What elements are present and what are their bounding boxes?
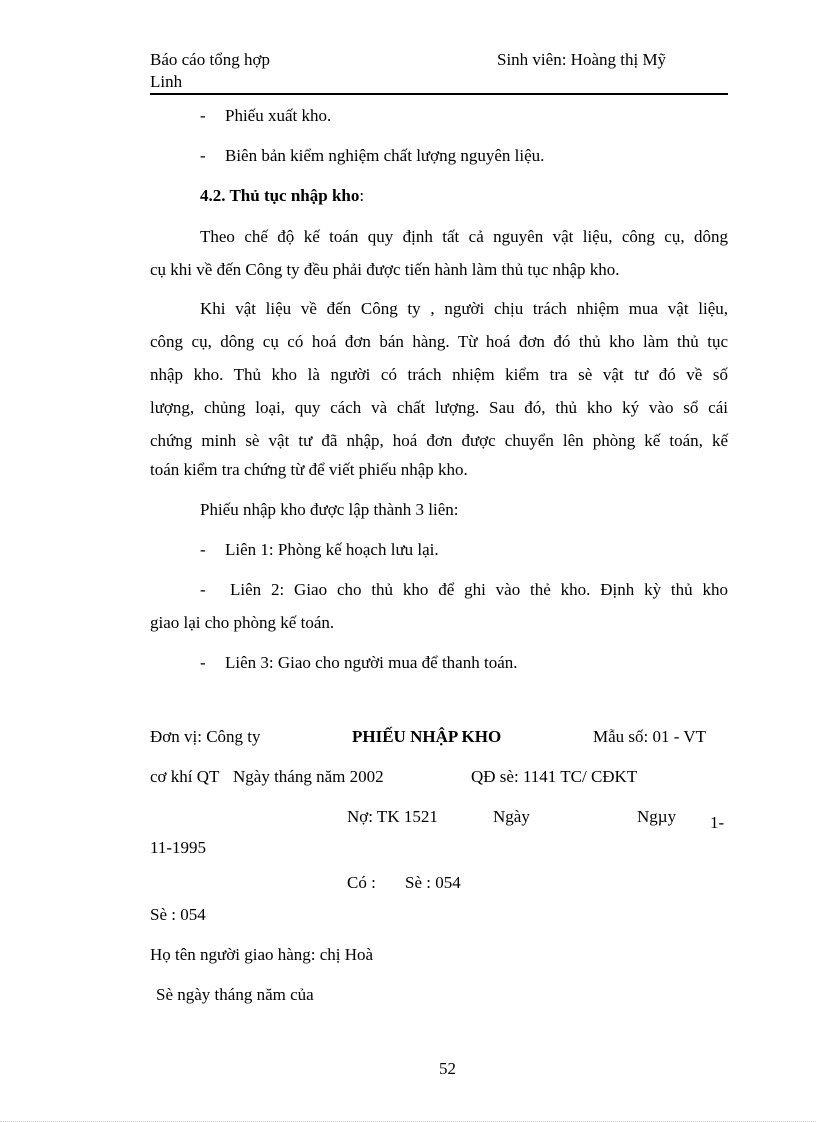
para2-line2: công cụ, dông cụ có hoá đơn bán hàng. Từ hoá đơn đó thủ kho làm thủ tục <box>150 332 728 351</box>
header-student-name: Sinh viên: Hoàng thị Mỹ <box>497 50 667 69</box>
form-date-1995: 11-1995 <box>150 838 207 857</box>
para2-line5: chứng minh sè vật tư đã nhập, hoá đơn được chuyển lên phòng kế toán, kế <box>150 431 728 450</box>
para2-line6: toán kiểm tra chứng từ để viết phiếu nhập kho. <box>150 460 468 479</box>
bullet-dash: - <box>200 540 206 559</box>
bullet-dash: - <box>200 653 206 672</box>
bullet-phieu-xuat-kho: Phiếu xuất kho. <box>225 106 332 125</box>
para2-line1: Khi vật liệu về đến Công ty , người chịu trách nhiệm mua vật liệu, <box>200 299 728 318</box>
bullet-dash: - <box>200 580 206 599</box>
lien-3: Liên 3: Giao cho người mua để thanh toán. <box>225 653 518 672</box>
header-report-title: Báo cáo tổng hợp <box>150 50 270 69</box>
para2-line4: lượng, chủng loại, quy cách và chất lượng. Sau đó, thủ kho ký vào sổ cái <box>150 398 728 417</box>
page-number: 52 <box>439 1059 456 1078</box>
form-date-fragment: 1- <box>710 813 725 832</box>
form-so-ngay-thang: Sè ngày tháng năm của <box>156 985 314 1004</box>
form-so-phieu: Sè : 054 <box>405 873 461 892</box>
para2-line3: nhập kho. Thủ kho là người có trách nhiệm kiểm tra sè vật tư đó về số <box>150 365 728 384</box>
section-title-text: 4.2. Thủ tục nhập kho <box>200 186 360 205</box>
para1-line1: Theo chế độ kế toán quy định tất cả nguyên vật liệu, công cụ, dông <box>200 227 728 246</box>
form-so-phieu-2: Sè : 054 <box>150 905 206 924</box>
form-no-tk: Nợ: TK 1521 <box>347 807 438 826</box>
bullet-dash: - <box>200 106 206 125</box>
section-title-colon: : <box>359 186 365 205</box>
bullet-bien-ban: Biên bản kiểm nghiệm chất lượng nguyên liệu. <box>225 146 545 165</box>
form-nguoi-giao-hang: Họ tên người giao hàng: chị Hoà <box>150 945 374 964</box>
form-don-vi: Đơn vị: Công ty <box>150 727 261 746</box>
form-mau-so: Mẫu số: 01 - VT <box>593 727 707 746</box>
form-ngay-label-2: Ngµy <box>637 807 677 826</box>
form-co-khi: cơ khí QT <box>150 767 220 786</box>
header-report-title-cont: Linh <box>150 72 183 91</box>
lien-1: Liên 1: Phòng kế hoạch lưu lại. <box>225 540 439 559</box>
form-co: Có : <box>347 873 376 892</box>
lien-2-line1: Liên 2: Giao cho thủ kho để ghi vào thẻ kho. Định kỳ thủ kho <box>230 580 728 599</box>
form-ngay-thang-nam: Ngày tháng năm 2002 <box>233 767 384 786</box>
header-divider <box>150 93 728 95</box>
page-bottom-border <box>0 1121 816 1122</box>
form-quyet-dinh: QĐ sè: 1141 TC/ CĐKT <box>471 767 638 786</box>
lien-2-line2: giao lại cho phòng kế toán. <box>150 613 335 632</box>
para3: Phiếu nhập kho được lập thành 3 liên: <box>200 500 459 519</box>
bullet-dash: - <box>200 146 206 165</box>
form-ngay-label: Ngày <box>493 807 530 826</box>
section-title <box>200 186 364 206</box>
form-title: PHIẾU NHẬP KHO <box>352 727 502 746</box>
para1-line2: cụ khi về đến Công ty đều phải được tiến hành làm thủ tục nhập kho. <box>150 260 620 279</box>
